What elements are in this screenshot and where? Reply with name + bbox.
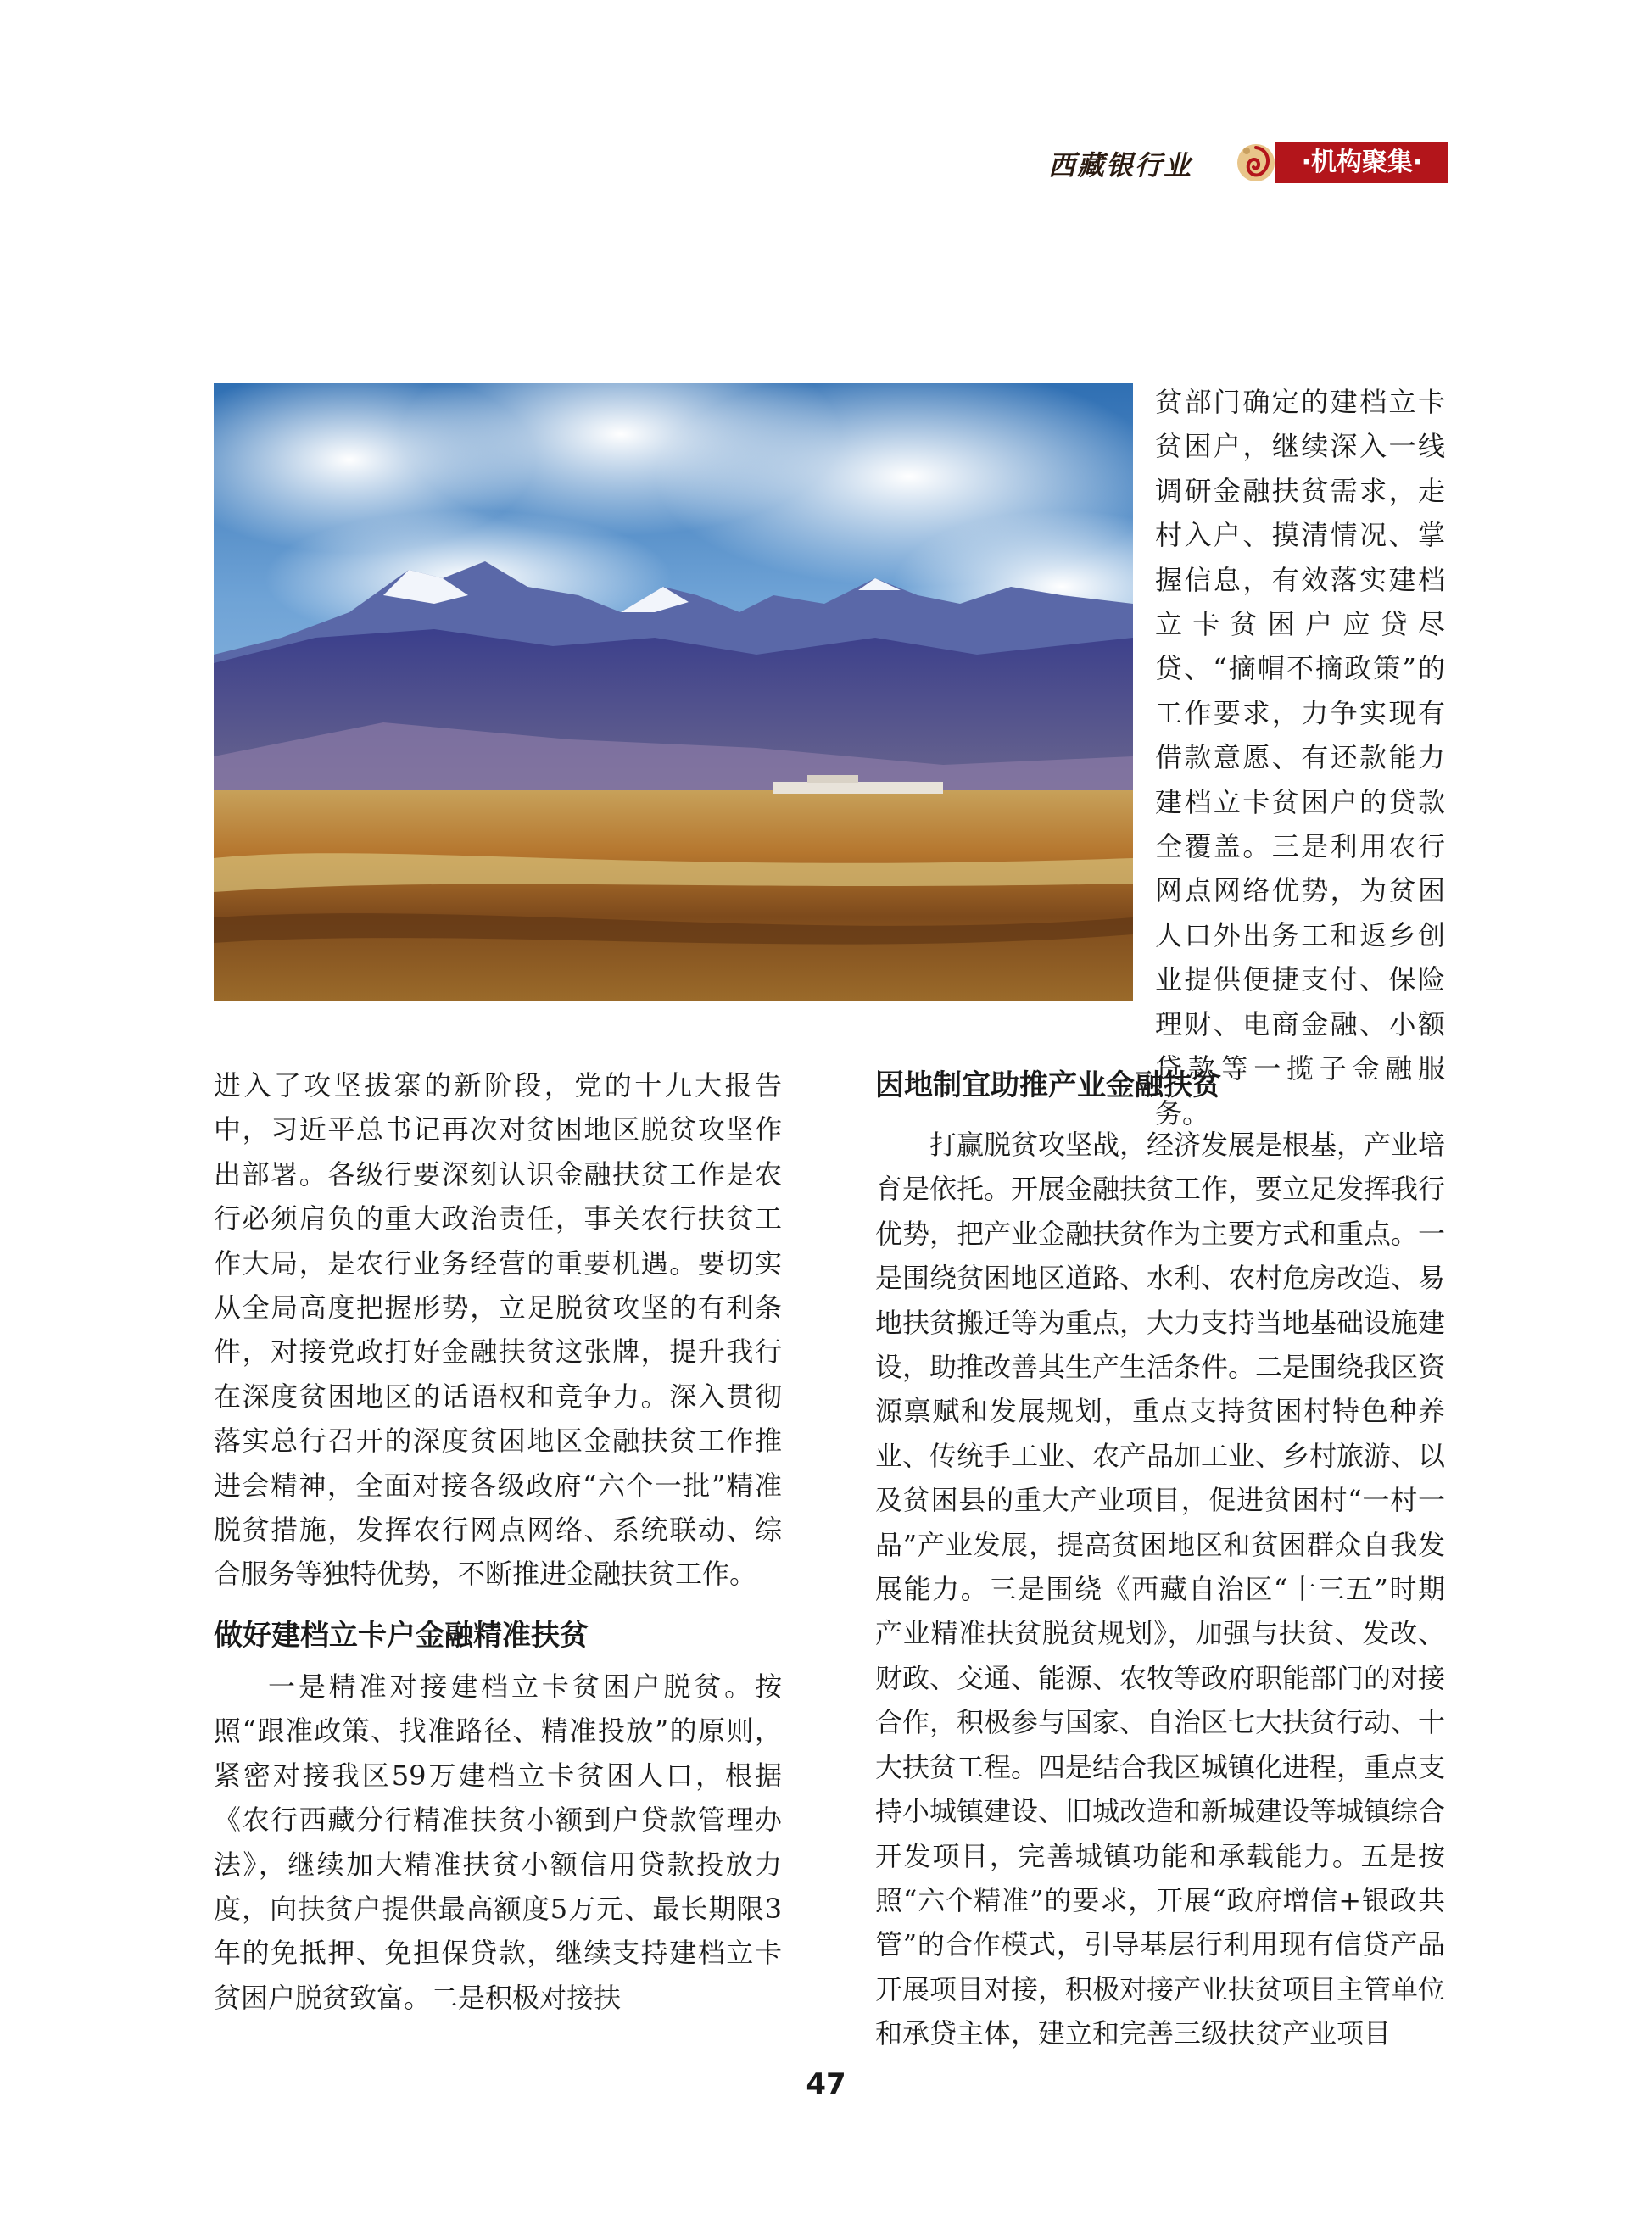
photo-side-text	[1155, 380, 1445, 1135]
section-heading-industry-finance: 因地制宜助推产业金融扶贫	[875, 1068, 1221, 1102]
archived-households-paragraph: 一是精准对接建档立卡贫困户脱贫。按照“跟准政策、找准路径、精准投放”的原则，紧密对接我区59万建档立卡贫困人口，根据《农行西藏分行精准扶贫小额到户贷款管理办法》，继续加大精准扶贫小额信用贷款投放力度，向扶贫户提供最高额度5万元、最长期限3年的免抵押、免担保贷款，继续支持建档立卡贫困户脱贫致富。二是积极对接扶	[214, 1670, 782, 2014]
section-heading-archived-households: 做好建档立卡户金融精准扶贫	[214, 1618, 589, 1653]
section-label: ·机构聚集·	[1275, 142, 1448, 183]
side-paragraph: 贫部门确定的建档立卡贫困户，继续深入一线调研金融扶贫需求，走村入户、摸清情况、掌握信息，有效落实建档立卡贫困户应贷尽贷、“摘帽不摘政策”的工作要求，力争实现有借款意愿、有还款能力建档立卡贫困户的贷款全覆盖。三是利用农行网点网络优势，为贫困人口外出务工和返乡创业提供便捷支付、保险理财、电商金融、小额贷款等一揽子金融服务。	[1155, 386, 1445, 1129]
publication-title: 西藏银行业	[1048, 149, 1193, 181]
swirl-emblem-icon	[1231, 139, 1281, 187]
page-number: 47	[806, 2067, 846, 2101]
left-column	[214, 1063, 782, 2020]
industry-finance-paragraph: 打赢脱贫攻坚战，经济发展是根基，产业培育是依托。开展金融扶贫工作，要立足发挥我行优势，把产业金融扶贫作为主要方式和重点。一是围绕贫困地区道路、水利、农村危房改造、易地扶贫搬迁等为重点，大力支持当地基础设施建设，助推改善其生产生活条件。二是围绕我区资源禀赋和发展规划，重点支持贫困村特色种养业、传统手工业、农产品加工业、乡村旅游、以及贫困县的重大产业项目，促进贫困村“一村一品”产业发展，提高贫困地区和贫困群众自我发展能力。三是围绕《西藏自治区“十三五”时期产业精准扶贫脱贫规划》，加强与扶贫、发改、财政、交通、能源、农牧等政府职能部门的对接合作，积极参与国家、自治区七大扶贫行动、十大扶贫工程。四是结合我区城镇化进程，重点支持小城镇建设、旧城改造和新城建设等城镇综合开发项目，完善城镇功能和承载能力。五是按照“六个精准”的要求，开展“政府增信+银政共管”的合作模式，引导基层行利用现有信贷产品开展项目对接，积极对接产业扶贫项目主管单位和承贷主体，建立和完善三级扶贫产业项目	[875, 1129, 1446, 2050]
page-header	[1048, 139, 1472, 187]
intro-paragraph: 进入了攻坚拔寨的新阶段，党的十九大报告中，习近平总书记再次对贫困地区脱贫攻坚作出部署。各级行要深刻认识金融扶贫工作是农行必须肩负的重大政治责任，事关农行扶贫工作大局，是农行业务经营的重要机遇。要切实从全局高度把握形势，立足脱贫攻坚的有利条件，对接党政打好金融扶贫这张牌，提升我行在深度贫困地区的话语权和竞争力。深入贯彻落实总行召开的深度贫困地区金融扶贫工作推进会精神，全面对接各级政府“六个一批”精准脱贫措施，发挥农行网点网络、系统联动、综合服务等独特优势，不断推进金融扶贫工作。	[214, 1069, 782, 1591]
right-column	[875, 1063, 1445, 2056]
landscape-photo	[214, 383, 1133, 1001]
